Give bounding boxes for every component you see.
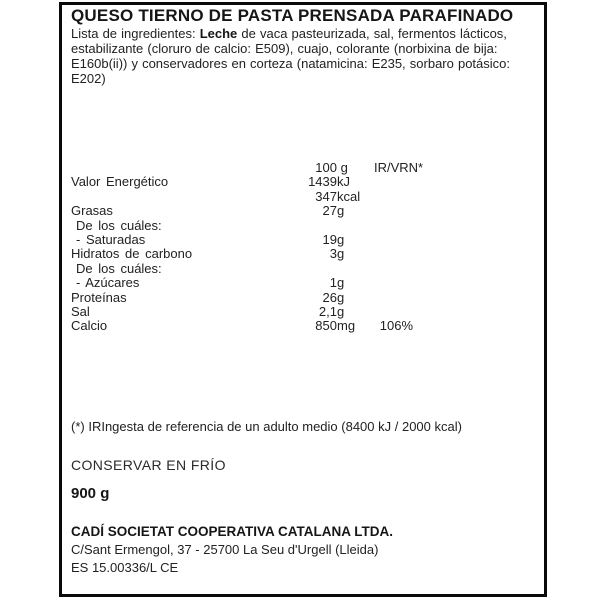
net-weight: 900 g	[71, 485, 110, 502]
producer-address: C/Sant Ermengol, 37 - 25700 La Seu d'Urgell (Lleida)	[71, 542, 379, 557]
nutrient-amount: 347	[315, 188, 337, 204]
nutrient-unit: g	[337, 231, 345, 247]
nutrient-unit: kcal	[337, 188, 361, 204]
nutrient-amount: 850	[315, 318, 337, 334]
nutrient-label: Calcio	[71, 318, 108, 334]
ingredients-highlight: Leche	[199, 26, 238, 41]
nutrient-amount: 2,1	[318, 303, 337, 319]
nutrient-unit: mg	[337, 318, 356, 334]
nutrition-table	[62, 160, 544, 333]
nutrition-row-carbohydrate	[62, 246, 544, 260]
nutrient-amount: 1439	[308, 174, 337, 190]
nutrient-label: Hidratos de carbono	[71, 246, 193, 262]
ingredients-prefix: Lista de ingredientes:	[71, 26, 200, 41]
nutrition-row-saturates	[62, 232, 544, 246]
nutrition-header-row	[62, 160, 544, 174]
nutrition-row-salt	[62, 304, 544, 318]
nutrition-row-protein	[62, 290, 544, 304]
nutrient-amount: 27	[322, 203, 337, 219]
product-title: QUESO TIERNO DE PASTA PRENSADA PARAFINADO	[71, 6, 514, 25]
nutrient-label: Valor Energético	[71, 174, 169, 190]
nutrient-label: De los cuáles:	[76, 217, 162, 233]
producer-registry-number: ES 15.00336/L CE	[71, 560, 179, 575]
nutrition-row-energy-kcal	[62, 189, 544, 203]
nutrition-row-fat	[62, 203, 544, 217]
nutrition-row-calcium	[62, 318, 544, 332]
nutrient-unit: g	[337, 203, 345, 219]
nutrient-amount: 3	[329, 246, 337, 262]
ingredients-text	[71, 26, 523, 86]
nutrient-unit: g	[337, 289, 345, 305]
nutrient-label: - Azúcares	[76, 275, 140, 291]
nutrition-header-amount: 100	[315, 160, 337, 175]
nutrient-ir-value: 106%	[379, 318, 413, 334]
nutrition-row-sugars	[62, 275, 544, 289]
nutrient-label: De los cuáles:	[76, 260, 162, 276]
nutrient-label: Sal	[71, 303, 90, 319]
nutrient-unit: g	[337, 246, 345, 262]
producer-info	[71, 523, 393, 577]
nutrition-header-amount-unit: g	[337, 160, 348, 175]
nutrition-row-of-which-fat	[62, 218, 544, 232]
product-label	[59, 2, 547, 597]
nutrient-unit: g	[337, 275, 345, 291]
nutrient-amount: 26	[322, 289, 337, 305]
ingredients-rest: de vaca pasteurizada, sal, fermentos lácticos, estabilizante (cloruro de calcio: E509), cuajo, colorante (norbixina de bija: E160b(ii)) y conservadores en corteza (natamicina: E235, sorbaro potásico: E202)	[71, 26, 510, 86]
nutrient-unit: g	[337, 303, 345, 319]
nutrient-label: - Saturadas	[76, 231, 146, 247]
nutrient-amount: 19	[322, 231, 337, 247]
nutrition-row-of-which-carb	[62, 261, 544, 275]
nutrition-row-energy-kj	[62, 174, 544, 188]
nutrient-amount: 1	[329, 275, 337, 291]
nutrient-label: Grasas	[71, 203, 113, 219]
producer-name: CADÍ SOCIETAT COOPERATIVA CATALANA LTDA.	[71, 524, 393, 539]
storage-instructions: CONSERVAR EN FRÍO	[71, 457, 226, 473]
nutrient-label: Proteínas	[71, 289, 127, 305]
nutrition-header-ir: IR/VRN*	[374, 160, 424, 175]
nutrient-unit: kJ	[337, 174, 350, 190]
reference-intake-footnote: (*) IRIngesta de referencia de un adulto medio (8400 kJ / 2000 kcal)	[71, 419, 462, 434]
